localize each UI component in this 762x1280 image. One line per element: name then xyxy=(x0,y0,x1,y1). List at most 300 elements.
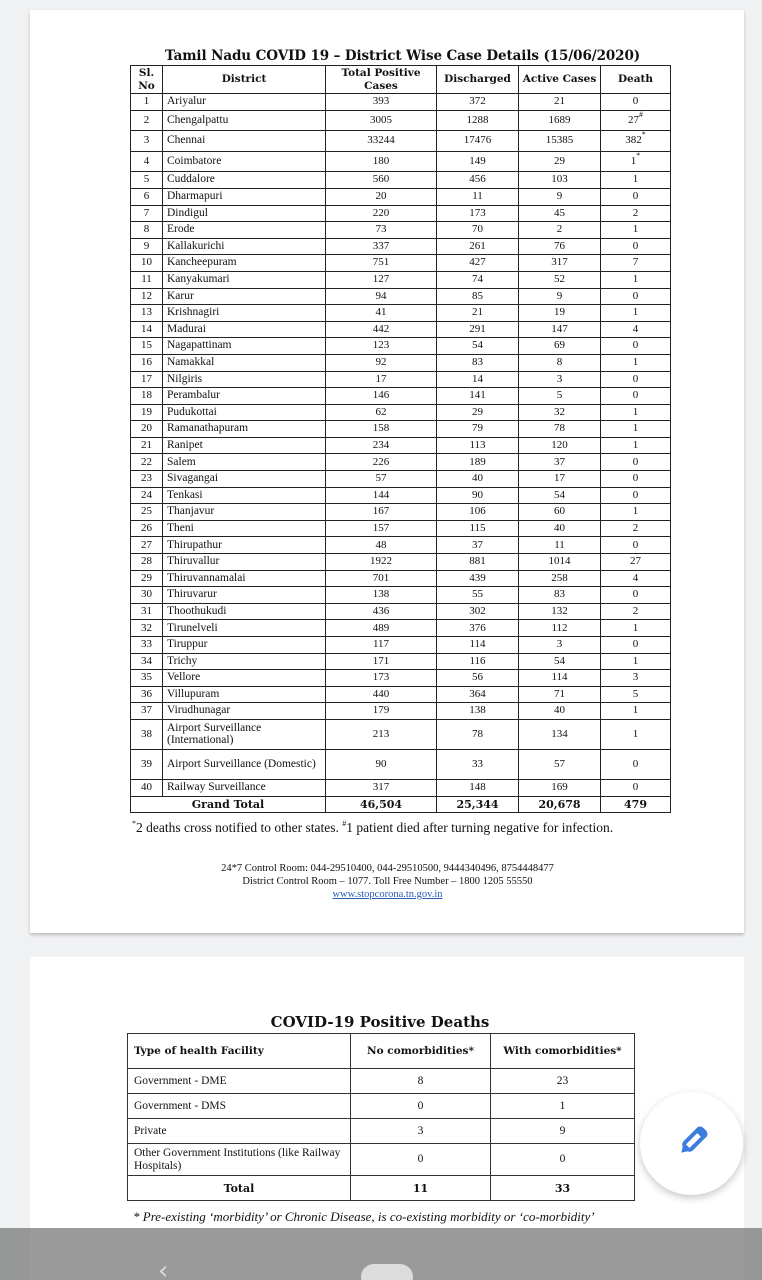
cell-district-text: Nagapattinam xyxy=(167,339,232,352)
cell-active-text: 258 xyxy=(551,571,568,584)
cell-total-positive xyxy=(326,354,437,371)
cell-death-text: 1 xyxy=(632,728,639,741)
cell-district-text: Thirupathur xyxy=(167,538,222,551)
cell-active-text: 21 xyxy=(554,95,565,108)
deaths-total-no-comorb: 11 xyxy=(351,1176,491,1201)
cell-discharged-text: 33 xyxy=(472,758,483,771)
document-page-1 xyxy=(30,10,744,933)
cell-death xyxy=(601,537,671,554)
cell-discharged xyxy=(437,637,519,654)
cell-death-text: 0 xyxy=(632,289,639,302)
cell-district-text: Ranipet xyxy=(167,438,203,451)
cell-total-positive xyxy=(326,151,437,172)
cell-total-positive xyxy=(326,703,437,720)
cell-discharged xyxy=(437,338,519,355)
cell-district-text: Nilgiris xyxy=(167,372,203,385)
cell-total-positive xyxy=(326,305,437,322)
cell-total-positive-text: 1922 xyxy=(370,555,392,568)
cell-district-text: Perambalur xyxy=(167,389,221,402)
col-header-discharged: Discharged xyxy=(437,66,519,94)
cell-total-positive xyxy=(326,172,437,189)
cell-sl-no xyxy=(131,271,163,288)
cell-death-text: 1 xyxy=(632,173,639,186)
cell-district xyxy=(163,238,326,255)
cell-sl-no xyxy=(131,255,163,272)
cell-death-text: 1 xyxy=(632,621,639,634)
cell-total-positive-text: 138 xyxy=(372,588,390,601)
comorbidity-note: * Pre-existing ‘morbidity’ or Chronic Disease, is co-existing morbidity or ‘co-morbidity’ xyxy=(133,1209,595,1224)
cell-active-text: 54 xyxy=(554,488,565,501)
cell-death xyxy=(601,471,671,488)
stopcorona-link[interactable]: www.stopcorona.tn.gov.in xyxy=(332,889,443,900)
cell-active xyxy=(519,255,601,272)
cell-district xyxy=(163,151,326,172)
cell-discharged-text: 456 xyxy=(469,173,486,186)
cell-death xyxy=(601,321,671,338)
cell-total-positive-text: 442 xyxy=(372,322,390,335)
cell-sl-no-text: 22 xyxy=(141,455,152,468)
cell-death-text: 1 xyxy=(632,505,639,518)
cell-active-text: 132 xyxy=(551,604,568,617)
table-row xyxy=(131,388,671,405)
cell-district xyxy=(163,222,326,239)
cell-total-positive-text: 317 xyxy=(372,781,390,794)
cell-active-text: 45 xyxy=(554,206,565,219)
cell-discharged xyxy=(437,554,519,571)
cell-district-text: Villupuram xyxy=(167,687,220,700)
cell-district-text: Virudhunagar xyxy=(167,704,231,717)
cell-discharged xyxy=(437,471,519,488)
cell-death xyxy=(601,421,671,438)
cell-total-positive xyxy=(326,686,437,703)
cell-active xyxy=(519,603,601,620)
cell-active-text: 8 xyxy=(556,356,563,368)
cell-total-positive xyxy=(326,749,437,779)
cell-district-text: Theni xyxy=(167,521,194,534)
cell-district-text: Ramanathapuram xyxy=(167,422,249,435)
cell-total-positive xyxy=(326,570,437,587)
cell-total-positive xyxy=(326,779,437,796)
cell-death xyxy=(601,305,671,322)
cell-active xyxy=(519,587,601,604)
cell-death xyxy=(601,620,671,637)
cell-active-text: 3 xyxy=(556,638,563,651)
cell-total-positive-text: 92 xyxy=(375,356,387,368)
cell-discharged-text: 427 xyxy=(469,256,486,269)
col-header-no-comorbidities: No comorbidities* xyxy=(351,1034,491,1069)
cell-district xyxy=(163,504,326,521)
cell-total-positive xyxy=(326,437,437,454)
cell-death-text: 0 xyxy=(632,190,639,203)
cell-discharged xyxy=(437,570,519,587)
cell-sl-no xyxy=(131,620,163,637)
cell-discharged-text: 37 xyxy=(472,538,483,551)
cell-total-positive-text: 41 xyxy=(375,306,387,319)
cell-death-text: 2 xyxy=(632,521,639,534)
cell-total-positive-text: 220 xyxy=(372,206,390,219)
cell-active-text: 5 xyxy=(556,389,563,402)
cell-discharged xyxy=(437,437,519,454)
cell-district-text: Ariyalur xyxy=(167,95,206,108)
cell-sl-no xyxy=(131,603,163,620)
cell-sl-no xyxy=(131,131,163,152)
cell-discharged-text: 106 xyxy=(469,505,486,518)
cell-death-text: 0 xyxy=(632,389,639,402)
cell-total-positive xyxy=(326,371,437,388)
cell-total-positive xyxy=(326,404,437,421)
footnote-mark-star: * xyxy=(132,819,136,828)
cell-sl-no-text: 3 xyxy=(143,134,150,147)
cell-discharged-text: 138 xyxy=(469,704,486,717)
cell-active-text: 60 xyxy=(554,505,565,518)
cell-death-text: 4 xyxy=(632,322,639,335)
cell-death xyxy=(601,719,671,749)
district-cases-table xyxy=(130,65,671,813)
table-row xyxy=(131,421,671,438)
table-row xyxy=(131,537,671,554)
cell-discharged xyxy=(437,94,519,111)
cell-total-positive xyxy=(326,554,437,571)
cell-total-positive-text: 94 xyxy=(375,289,387,302)
cell-discharged-text: 83 xyxy=(472,356,483,368)
table-row xyxy=(131,94,671,111)
cell-discharged-text: 881 xyxy=(469,555,486,568)
cell-discharged xyxy=(437,205,519,222)
deaths-row xyxy=(128,1094,635,1119)
cell-district xyxy=(163,686,326,703)
cell-total-positive-text: 158 xyxy=(372,422,390,435)
cell-total-positive-text: 20 xyxy=(375,190,387,203)
cell-sl-no-text: 5 xyxy=(143,173,150,186)
cell-discharged xyxy=(437,603,519,620)
cell-sl-no xyxy=(131,388,163,405)
cell-death-text: 1 xyxy=(632,223,639,236)
cell-district xyxy=(163,421,326,438)
cell-sl-no-text: 40 xyxy=(141,781,152,794)
edit-fab-button[interactable] xyxy=(640,1092,743,1195)
table-row xyxy=(131,271,671,288)
deaths-total-label: Total xyxy=(128,1176,351,1201)
cell-discharged xyxy=(437,686,519,703)
cell-active xyxy=(519,404,601,421)
cell-sl-no xyxy=(131,537,163,554)
cell-district-text: Tiruppur xyxy=(167,638,208,651)
cell-total-positive xyxy=(326,388,437,405)
cell-discharged xyxy=(437,779,519,796)
cell-total-positive-text: 90 xyxy=(375,758,387,771)
table-row xyxy=(131,719,671,749)
cell-death xyxy=(601,653,671,670)
cell-total-positive-text: 436 xyxy=(372,604,390,617)
cell-active xyxy=(519,487,601,504)
cell-sl-no-text: 28 xyxy=(141,555,152,568)
cell-active xyxy=(519,205,601,222)
cell-death-text: 0 xyxy=(632,472,639,485)
cell-district-text: Cuddalore xyxy=(167,173,215,186)
cell-total-positive xyxy=(326,94,437,111)
cell-district-text: Pudukottai xyxy=(167,405,217,418)
cell-sl-no xyxy=(131,471,163,488)
cell-sl-no-text: 16 xyxy=(141,356,152,368)
cell-total-positive-text: 33244 xyxy=(367,134,395,147)
cell-death xyxy=(601,454,671,471)
cell-death-text: 5 xyxy=(632,687,639,700)
cell-discharged-text: 70 xyxy=(472,223,483,236)
table-row xyxy=(131,779,671,796)
district-table-body xyxy=(131,94,671,797)
cell-total-positive-text: 167 xyxy=(372,505,390,518)
cell-district-text: Tenkasi xyxy=(167,488,203,501)
cell-facility: Private xyxy=(128,1119,351,1144)
cell-discharged xyxy=(437,321,519,338)
cell-discharged-text: 113 xyxy=(469,438,486,451)
cell-death-text: 4 xyxy=(632,571,639,584)
cell-district xyxy=(163,94,326,111)
col-header-death: Death xyxy=(601,66,671,94)
cell-sl-no xyxy=(131,371,163,388)
cell-active-text: 69 xyxy=(554,339,565,352)
cell-no-comorbidities: 0 xyxy=(351,1144,491,1176)
cell-active xyxy=(519,222,601,239)
cell-district-text: Thiruvarur xyxy=(167,588,217,601)
table-row xyxy=(131,686,671,703)
cell-active xyxy=(519,670,601,687)
cell-death-text: 0 xyxy=(632,239,639,252)
cell-sl-no xyxy=(131,554,163,571)
cell-active-text: 114 xyxy=(551,671,568,684)
cell-active-text: 78 xyxy=(554,422,565,435)
table-row xyxy=(131,504,671,521)
table-row xyxy=(131,554,671,571)
cell-death xyxy=(601,338,671,355)
deaths-total-with-comorb: 33 xyxy=(491,1176,635,1201)
cell-total-positive xyxy=(326,487,437,504)
cell-district xyxy=(163,354,326,371)
cell-facility: Government - DME xyxy=(128,1069,351,1094)
cell-district xyxy=(163,271,326,288)
cell-active xyxy=(519,131,601,152)
cell-discharged-text: 79 xyxy=(472,422,483,435)
cell-discharged xyxy=(437,703,519,720)
cell-discharged-text: 148 xyxy=(469,781,486,794)
cell-discharged-text: 17476 xyxy=(463,134,492,147)
cell-total-positive-text: 157 xyxy=(372,521,390,534)
cell-discharged-text: 55 xyxy=(472,588,483,601)
footnote xyxy=(132,820,652,836)
cell-sl-no-text: 9 xyxy=(143,239,150,252)
cell-active xyxy=(519,570,601,587)
cell-district-text: Airport Surveillance (Domestic) xyxy=(167,758,316,771)
cell-district xyxy=(163,779,326,796)
cell-sl-no-text: 2 xyxy=(143,113,150,126)
cell-active xyxy=(519,554,601,571)
cell-district-text: Trichy xyxy=(167,654,198,667)
cell-district-text: Kallakurichi xyxy=(167,239,225,252)
cell-total-positive-text: 57 xyxy=(375,472,387,485)
cell-facility: Other Government Institutions (like Railway Hospitals) xyxy=(128,1144,351,1176)
cell-district xyxy=(163,404,326,421)
cell-sl-no-text: 31 xyxy=(141,604,152,617)
cell-sl-no-text: 38 xyxy=(141,728,152,741)
cell-discharged-text: 74 xyxy=(472,273,483,286)
cell-sl-no-text: 35 xyxy=(141,671,152,684)
cell-death-text: 1 xyxy=(632,356,639,368)
cell-discharged-text: 90 xyxy=(472,488,483,501)
cell-death-text: 27 xyxy=(630,555,641,568)
chevron-left-icon[interactable]: ‹ xyxy=(158,1256,169,1280)
cell-district-text: Dindigul xyxy=(167,206,208,219)
cell-discharged-text: 78 xyxy=(472,728,483,741)
table-row xyxy=(131,188,671,205)
cell-total-positive xyxy=(326,110,437,131)
cell-death-text: 7 xyxy=(632,256,639,269)
cell-death xyxy=(601,172,671,189)
cell-active xyxy=(519,454,601,471)
cell-discharged xyxy=(437,222,519,239)
cell-discharged xyxy=(437,255,519,272)
cell-district-text: Coimbatore xyxy=(167,154,222,167)
cell-death-text: 0 xyxy=(632,372,639,385)
cell-sl-no xyxy=(131,587,163,604)
table-row xyxy=(131,110,671,131)
cell-discharged-text: 173 xyxy=(469,206,486,219)
table-row xyxy=(131,620,671,637)
cell-sl-no xyxy=(131,321,163,338)
footnote-text-1: 2 deaths cross notified to other states. xyxy=(136,820,343,835)
footnote-marker: # xyxy=(639,110,643,119)
cell-district xyxy=(163,188,326,205)
cell-discharged-text: 141 xyxy=(469,389,486,402)
cell-discharged-text: 114 xyxy=(469,638,486,651)
cell-no-comorbidities: 0 xyxy=(351,1094,491,1119)
cell-active-text: 169 xyxy=(551,781,568,794)
cell-total-positive-text: 173 xyxy=(372,671,390,684)
grand-total-discharged: 25,344 xyxy=(437,796,519,813)
cell-district-text: Tirunelveli xyxy=(167,621,218,634)
cell-death xyxy=(601,779,671,796)
cell-sl-no-text: 14 xyxy=(141,322,152,335)
cell-total-positive-text: 146 xyxy=(372,389,390,402)
cell-active-text: 3 xyxy=(556,372,563,385)
footnote-mark-hash: # xyxy=(342,819,347,828)
cell-district xyxy=(163,388,326,405)
cell-district-text: Thiruvallur xyxy=(167,555,220,568)
pencil-icon xyxy=(672,1122,712,1166)
cell-discharged xyxy=(437,749,519,779)
cell-sl-no xyxy=(131,151,163,172)
cell-active xyxy=(519,172,601,189)
cell-sl-no xyxy=(131,637,163,654)
cell-death-text: 382 xyxy=(625,134,642,147)
cell-active xyxy=(519,110,601,131)
cell-death xyxy=(601,110,671,131)
cell-district-text: Kanyakumari xyxy=(167,273,230,286)
cell-death-text: 2 xyxy=(632,604,639,617)
cell-death xyxy=(601,288,671,305)
cell-discharged xyxy=(437,404,519,421)
cell-total-positive xyxy=(326,587,437,604)
cell-total-positive-text: 489 xyxy=(372,621,390,634)
cell-active-text: 57 xyxy=(554,758,565,771)
cell-total-positive-text: 701 xyxy=(372,571,390,584)
cell-discharged xyxy=(437,371,519,388)
cell-death-text: 0 xyxy=(632,538,639,551)
cell-total-positive-text: 393 xyxy=(372,95,390,108)
deaths-row xyxy=(128,1119,635,1144)
cell-district xyxy=(163,110,326,131)
cell-district xyxy=(163,321,326,338)
cell-discharged-text: 116 xyxy=(469,654,486,667)
table-row xyxy=(131,587,671,604)
cell-district-text: Thiruvannamalai xyxy=(167,571,246,584)
cell-sl-no-text: 25 xyxy=(141,505,152,518)
cell-active xyxy=(519,421,601,438)
deaths-total-row xyxy=(128,1176,635,1201)
cell-district xyxy=(163,603,326,620)
cell-sl-no-text: 6 xyxy=(143,190,150,203)
cell-sl-no xyxy=(131,238,163,255)
cell-sl-no-text: 15 xyxy=(141,339,152,352)
table-row xyxy=(131,238,671,255)
cell-discharged-text: 115 xyxy=(469,521,486,534)
cell-death xyxy=(601,686,671,703)
cell-district xyxy=(163,471,326,488)
cell-total-positive-text: 179 xyxy=(372,704,390,717)
cell-discharged xyxy=(437,172,519,189)
cell-death xyxy=(601,222,671,239)
cell-death-text: 1 xyxy=(632,405,639,418)
cell-active-text: 37 xyxy=(554,455,565,468)
android-nav-bar xyxy=(0,1228,762,1280)
cell-district-text: Karur xyxy=(167,289,194,302)
cell-discharged-text: 21 xyxy=(472,306,483,319)
table-row xyxy=(131,670,671,687)
cell-district-text: Dharmapuri xyxy=(167,190,223,203)
cell-death xyxy=(601,487,671,504)
home-pill-icon[interactable] xyxy=(361,1264,413,1280)
cell-total-positive xyxy=(326,131,437,152)
cell-total-positive-text: 213 xyxy=(372,728,390,741)
cell-discharged xyxy=(437,653,519,670)
table-row xyxy=(131,404,671,421)
cell-sl-no-text: 30 xyxy=(141,588,152,601)
cell-discharged-text: 40 xyxy=(472,472,483,485)
col-header-with-comorbidities: With comorbidities* xyxy=(491,1034,635,1069)
cell-death xyxy=(601,554,671,571)
control-room-line: 24*7 Control Room: 044-29510400, 044-29510500, 9444340496, 8754448477 xyxy=(221,863,554,874)
cell-death xyxy=(601,437,671,454)
table-title: Tamil Nadu COVID 19 – District Wise Case Details (15/06/2020) xyxy=(164,48,641,64)
cell-district xyxy=(163,637,326,654)
cell-sl-no xyxy=(131,487,163,504)
cell-sl-no-text: 21 xyxy=(141,438,152,451)
cell-district-text: Kancheepuram xyxy=(167,256,237,269)
cell-district xyxy=(163,554,326,571)
cell-discharged-text: 439 xyxy=(469,571,486,584)
cell-district xyxy=(163,288,326,305)
cell-discharged xyxy=(437,454,519,471)
grand-total-positive: 46,504 xyxy=(326,796,437,813)
cell-total-positive xyxy=(326,520,437,537)
cell-death-text: 0 xyxy=(632,781,639,794)
cell-discharged-text: 14 xyxy=(472,372,483,385)
cell-death-text: 0 xyxy=(632,588,639,601)
cell-total-positive xyxy=(326,454,437,471)
cell-discharged-text: 261 xyxy=(469,239,486,252)
cell-total-positive xyxy=(326,238,437,255)
table-row xyxy=(131,371,671,388)
cell-total-positive xyxy=(326,188,437,205)
